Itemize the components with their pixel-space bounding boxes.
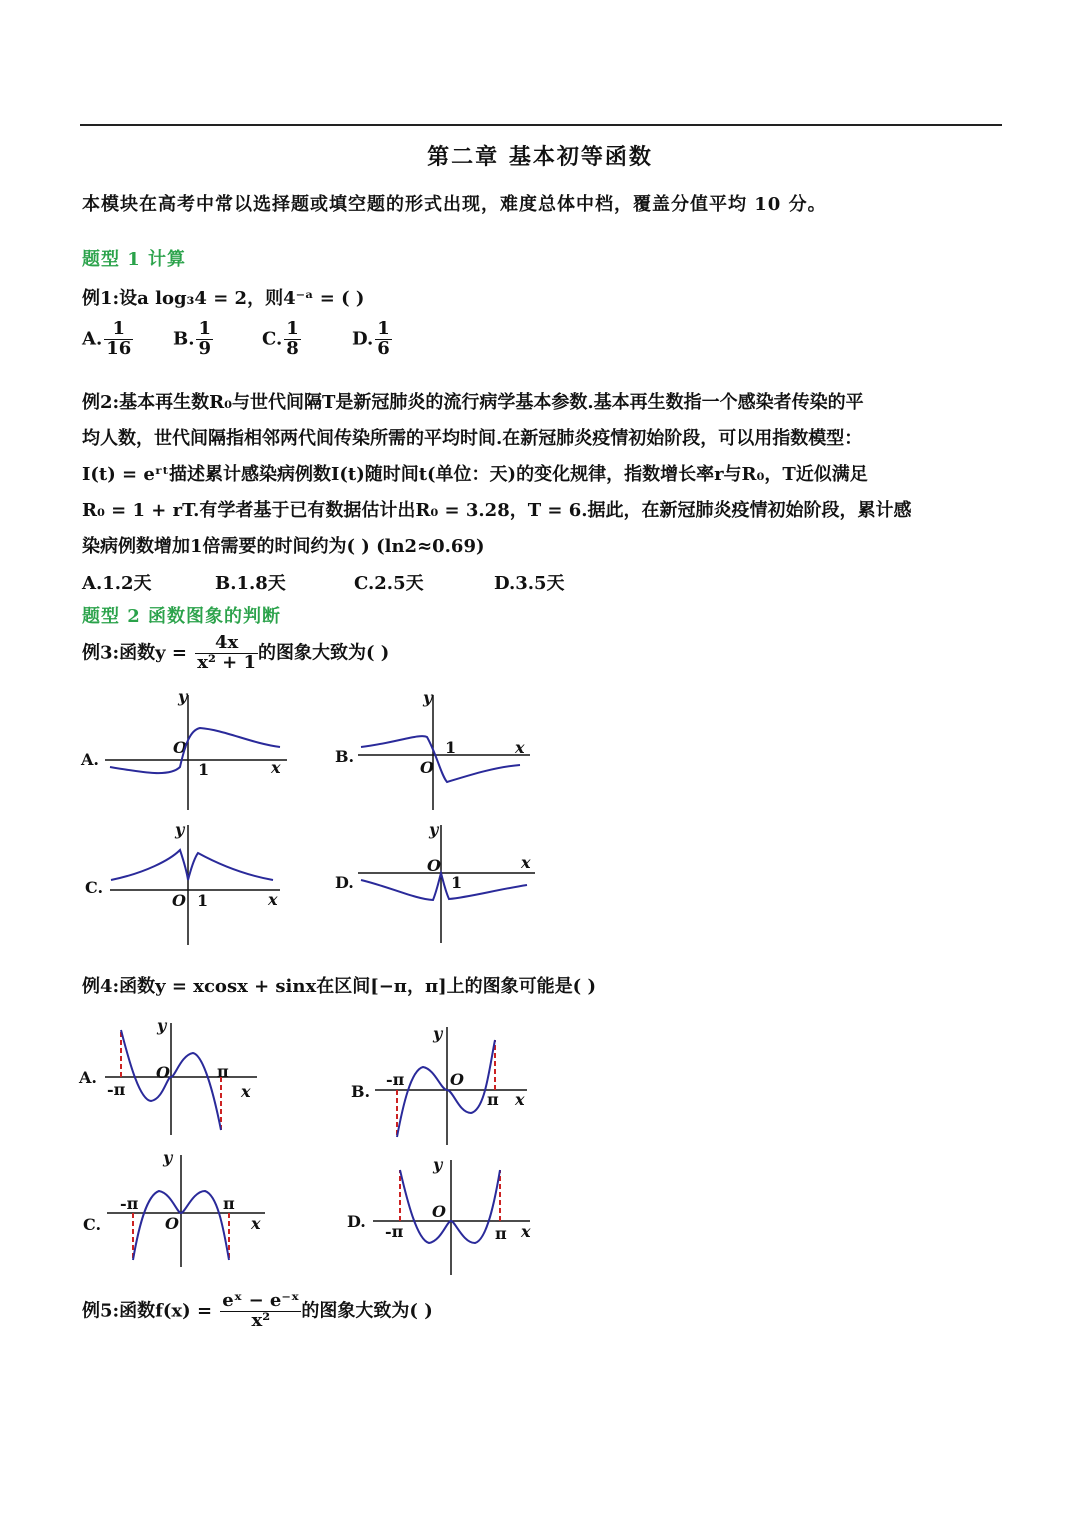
ex5-suffix: 的图象大致为( ) bbox=[301, 1300, 433, 1322]
ex5-question bbox=[82, 1292, 433, 1331]
y-label: y bbox=[433, 1024, 443, 1043]
intro-text: 本模块在高考中常以选择题或填空题的形式出现，难度总体中档，覆盖分值平均 10 分。 bbox=[82, 194, 827, 215]
ex3-question bbox=[82, 634, 389, 673]
ex1-option-d bbox=[352, 320, 392, 359]
chapter-title: 第二章 基本初等函数 bbox=[427, 144, 653, 170]
origin-label: O bbox=[165, 1214, 179, 1233]
ex2-option-b: B.1.8天 bbox=[215, 573, 286, 594]
denominator: 6 bbox=[377, 337, 390, 359]
ex2-line-3: I(t) = eʳᵗ描述累计感染病例数I(t)随时间t(单位：天)的变化规律，指数增长率r与R₀，T近似满足 bbox=[82, 464, 868, 485]
curve bbox=[110, 728, 280, 773]
ex4-graph-d bbox=[347, 1155, 531, 1275]
option-letter: C. bbox=[262, 328, 283, 350]
x-label: x bbox=[515, 738, 525, 757]
origin-label: O bbox=[432, 1202, 446, 1221]
ex1-option-c bbox=[262, 320, 301, 359]
numerator: 1 bbox=[104, 320, 133, 340]
y-label: y bbox=[178, 687, 188, 706]
origin-label: O bbox=[450, 1070, 464, 1089]
x-label: x bbox=[271, 758, 281, 777]
denominator: 9 bbox=[198, 337, 212, 359]
y-label: y bbox=[163, 1148, 173, 1167]
curve bbox=[111, 850, 273, 880]
type1-heading: 题型 1 计算 bbox=[82, 249, 187, 270]
origin-label: O bbox=[173, 738, 187, 757]
graph-letter: C. bbox=[83, 1215, 102, 1234]
ex1-option-b bbox=[173, 320, 213, 359]
neg-pi-label: -π bbox=[386, 1070, 405, 1089]
ex1-question bbox=[82, 284, 364, 310]
x-label: x bbox=[241, 1082, 251, 1101]
ex3-graph-d bbox=[335, 820, 535, 943]
ex1-label: 例1: bbox=[82, 288, 120, 309]
ex4-question: 例4:函数y = xcosx + sinx在区间[−π，π]上的图象可能是( ) bbox=[82, 976, 596, 997]
ex2-line-1: 例2:基本再生数R₀与世代间隔T是新冠肺炎的流行病学基本参数.基本再生数指一个感染者传染的平 bbox=[82, 392, 864, 413]
ex4-graph-a bbox=[78, 1016, 257, 1135]
x-label: x bbox=[521, 1222, 531, 1241]
neg-pi-label: -π bbox=[120, 1194, 139, 1213]
neg-pi-label: -π bbox=[107, 1080, 126, 1099]
graph-letter: D. bbox=[335, 873, 354, 892]
ex3-suffix: 的图象大致为( ) bbox=[258, 642, 390, 664]
ex2-line-4: R₀ = 1 + rT.有学者基于已有数据估计出R₀ = 3.28，T = 6.据此，在新冠肺炎疫情初始阶段，累计感 bbox=[82, 500, 912, 521]
ex4-graph-c bbox=[83, 1148, 265, 1267]
fraction bbox=[284, 320, 301, 359]
graph-letter: A. bbox=[81, 750, 99, 769]
ex1-option-a bbox=[82, 320, 133, 359]
fraction bbox=[375, 320, 392, 359]
option-letter: A. bbox=[82, 328, 103, 350]
origin-label: O bbox=[427, 856, 441, 875]
graph-letter: C. bbox=[85, 878, 104, 897]
curve bbox=[361, 736, 520, 782]
one-label: 1 bbox=[451, 873, 463, 892]
numerator: 4x bbox=[195, 634, 258, 654]
ex2-option-d: D.3.5天 bbox=[494, 573, 565, 594]
top-rule bbox=[80, 124, 1002, 126]
curve bbox=[400, 1170, 500, 1243]
graph-letter: B. bbox=[335, 747, 355, 766]
ex3-fraction bbox=[195, 634, 258, 673]
one-label: 1 bbox=[198, 760, 210, 779]
ex2-line-2: 均人数，世代间隔指相邻两代间传染所需的平均时间.在新冠肺炎疫情初始阶段，可以用指数模型： bbox=[82, 428, 863, 449]
origin-label: O bbox=[156, 1063, 170, 1082]
ex3-graph-a bbox=[80, 687, 287, 810]
ex4-graphs bbox=[75, 1015, 555, 1280]
y-label: y bbox=[175, 820, 185, 839]
ex2-option-c: C.2.5天 bbox=[354, 573, 424, 594]
option-letter: B. bbox=[173, 328, 195, 350]
x-label: x bbox=[268, 890, 278, 909]
numerator: 1 bbox=[377, 318, 390, 339]
ex3-graph-b bbox=[335, 688, 530, 810]
option-letter: D. bbox=[352, 328, 374, 350]
numerator: 1 bbox=[198, 318, 212, 339]
pi-label: π bbox=[495, 1224, 507, 1243]
ex2-option-a: A.1.2天 bbox=[82, 573, 152, 594]
x-label: x bbox=[251, 1214, 261, 1233]
y-label: y bbox=[157, 1016, 167, 1035]
graph-letter: D. bbox=[347, 1212, 366, 1231]
y-label: y bbox=[423, 688, 433, 707]
pi-label: π bbox=[223, 1194, 235, 1213]
ex1-text: 设a log₃4 = 2，则4⁻ᵃ = ( ) bbox=[119, 288, 365, 309]
ex3-graphs bbox=[75, 685, 555, 950]
curve bbox=[397, 1040, 495, 1137]
graph-letter: B. bbox=[351, 1082, 371, 1101]
ex2-line-5: 染病例数增加1倍需要的时间约为( ) (ln2≈0.69) bbox=[82, 536, 485, 557]
x-label: x bbox=[521, 853, 531, 872]
pi-label: π bbox=[217, 1062, 229, 1081]
y-label: y bbox=[429, 820, 439, 839]
denominator: x² bbox=[251, 1309, 271, 1331]
pi-label: π bbox=[487, 1090, 499, 1109]
y-label: y bbox=[433, 1155, 443, 1174]
type2-heading: 题型 2 函数图象的判断 bbox=[82, 606, 282, 627]
origin-label: O bbox=[420, 758, 434, 777]
denominator: 16 bbox=[106, 337, 132, 359]
numerator: 1 bbox=[286, 318, 299, 339]
origin-label: O bbox=[172, 891, 186, 910]
neg-pi-label: -π bbox=[385, 1222, 404, 1241]
ex3-label: 例3:函数y = bbox=[82, 642, 194, 664]
numerator: eˣ − e⁻ˣ bbox=[222, 1290, 300, 1311]
fraction bbox=[196, 320, 213, 359]
ex3-graph-c bbox=[85, 820, 280, 945]
one-label: 1 bbox=[445, 738, 457, 757]
ex5-label: 例5:函数f(x) = bbox=[82, 1300, 219, 1322]
curve bbox=[361, 873, 527, 900]
ex4-graph-b bbox=[351, 1024, 527, 1145]
denominator: x² + 1 bbox=[197, 651, 257, 673]
graph-letter: A. bbox=[79, 1068, 97, 1087]
ex5-fraction bbox=[220, 1292, 301, 1331]
one-label: 1 bbox=[197, 891, 209, 910]
denominator: 8 bbox=[286, 337, 299, 359]
fraction bbox=[104, 320, 133, 359]
x-label: x bbox=[515, 1090, 525, 1109]
